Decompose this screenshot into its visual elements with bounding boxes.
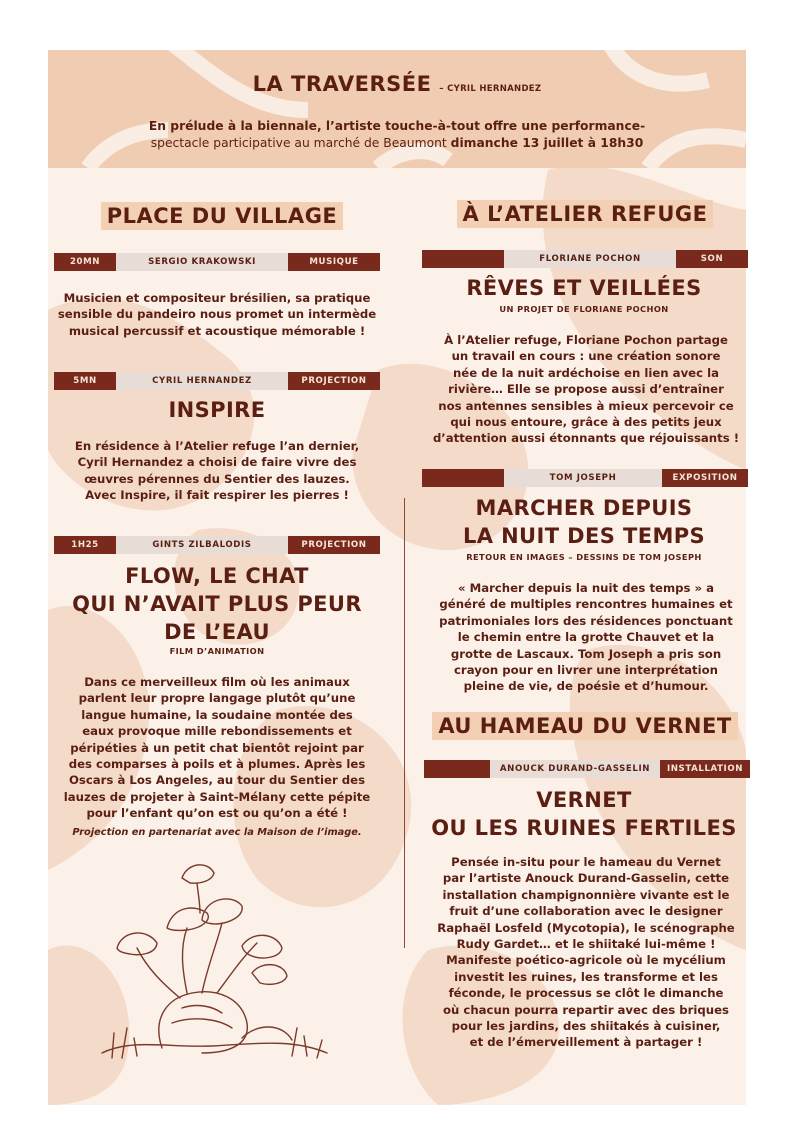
event-body bbox=[412, 854, 760, 1051]
body-line: qui nous entoure, grâce à des petits jeux bbox=[450, 415, 722, 430]
event-category: MUSIQUE bbox=[288, 253, 380, 271]
intro-line-1: En prélude à la biennale, l’artiste touche-à-tout offre une performance- bbox=[148, 119, 646, 133]
event-artist: SERGIO KRAKOWSKI bbox=[116, 253, 288, 271]
section-title-left bbox=[60, 204, 384, 228]
event-artist: TOM JOSEPH bbox=[504, 469, 662, 487]
body-line: Avec Inspire, il fait respirer les pierres ! bbox=[85, 488, 349, 503]
event-category: PROJECTION bbox=[288, 536, 380, 554]
event-artist: CYRIL HERNANDEZ bbox=[116, 372, 288, 390]
body-line: crayon pour en livrer une interprétation bbox=[454, 663, 718, 678]
title-line: LA NUIT DES TEMPS bbox=[462, 524, 706, 548]
body-line: où chacun pourra repartir avec des briques bbox=[443, 1002, 729, 1017]
body-line: parlent leur propre langage plutôt qu’une bbox=[78, 691, 356, 706]
body-line: Dans ce merveilleux film où les animaux bbox=[84, 675, 350, 689]
body-line: En résidence à l’Atelier refuge l’an dernier, bbox=[74, 439, 360, 453]
event-category: PROJECTION bbox=[288, 372, 380, 390]
body-line: Raphaël Losfeld (Mycotopia), le scénographe bbox=[437, 920, 735, 935]
event-duration: 20MN bbox=[54, 253, 116, 271]
body-line: Musicien et compositeur brésilien, sa pratique bbox=[63, 291, 371, 305]
title-line: FLOW, LE CHAT bbox=[125, 564, 309, 588]
body-line: Oscars à Los Angeles, au tour du Sentier des bbox=[68, 773, 366, 788]
body-line: un travail en cours : une création sonore bbox=[451, 349, 721, 364]
section-title-text: AU HAMEAU DU VERNET bbox=[432, 712, 737, 740]
body-line: rivière… Elle se propose aussi d’entraîner bbox=[448, 382, 724, 397]
event-body bbox=[40, 438, 394, 504]
section-title-text: PLACE DU VILLAGE bbox=[101, 202, 344, 230]
event-bar bbox=[422, 250, 748, 268]
event-category: INSTALLATION bbox=[660, 760, 750, 778]
body-line: et de l’émerveillement à partager ! bbox=[469, 1035, 703, 1050]
intro-line-2-text: spectacle participative au marché de Beaumont bbox=[150, 136, 451, 150]
body-line: le chemin entre la grotte Chauvet et la bbox=[457, 630, 715, 645]
body-line: d’attention aussi étonnants que réjouissants ! bbox=[432, 431, 740, 446]
title-line: VERNET bbox=[536, 788, 632, 812]
body-line: des comparses à poils et à plumes. Après les bbox=[68, 757, 366, 772]
title-line: QUI N’AVAIT PLUS PEUR bbox=[72, 592, 362, 616]
event-body bbox=[412, 332, 760, 447]
section-title-right bbox=[420, 202, 750, 226]
body-line: œuvres pérennes du Sentier des lauzes. bbox=[84, 471, 350, 486]
header-banner bbox=[48, 50, 746, 168]
section-title-right-2 bbox=[420, 714, 750, 738]
body-line: par l’artiste Anouck Durand-Gasselin, cette bbox=[442, 871, 730, 886]
body-line: langue humaine, la soudaine montée des bbox=[81, 707, 353, 722]
body-line: Pensée in-situ pour le hameau du Vernet bbox=[451, 855, 721, 869]
body-line: Rudy Gardet… et le shiitaké lui-même ! bbox=[456, 937, 716, 952]
body-line: « Marcher depuis la nuit des temps » a bbox=[457, 581, 715, 595]
bar-spacer bbox=[422, 250, 504, 268]
body-line: généré de multiples rencontres humaines et bbox=[439, 597, 733, 612]
section-title-text: À L’ATELIER REFUGE bbox=[457, 200, 714, 228]
title-line: OU LES RUINES FERTILES bbox=[431, 816, 737, 840]
event-duration: 1H25 bbox=[54, 536, 116, 554]
body-line: patrimoniales lors des résidences ponctuant bbox=[439, 613, 733, 628]
event-note: Projection en partenariat avec la Maison de l’image. bbox=[72, 827, 362, 838]
body-line: Manifeste poético-agricole où le mycélium bbox=[446, 953, 726, 968]
body-line: Cyril Hernandez a choisi de faire vivre des bbox=[77, 455, 357, 470]
event-body bbox=[412, 580, 760, 695]
event-artist: FLORIANE POCHON bbox=[504, 250, 676, 268]
title-line: DE L’EAU bbox=[164, 620, 270, 644]
event-bar bbox=[54, 536, 380, 554]
body-line: nos antennes sensibles à mieux percevoir ce bbox=[438, 398, 734, 413]
event-title: INSPIRE bbox=[168, 398, 266, 422]
header-intro bbox=[48, 118, 746, 152]
event-subtitle: UN PROJET DE FLORIANE POCHON bbox=[499, 304, 669, 314]
event-body bbox=[36, 674, 398, 822]
body-line: féconde, le processus se clôt le dimanche bbox=[448, 986, 724, 1001]
bar-spacer bbox=[422, 469, 504, 487]
body-line: grotte de Lascaux. Tom Joseph a pris son bbox=[450, 646, 722, 661]
body-line: fruit d’une collaboration avec le designer bbox=[449, 904, 723, 919]
body-line: investit les ruines, les transforme et les bbox=[454, 969, 718, 984]
body-line: pour l’enfant qu’on est ou qu’on a été ! bbox=[86, 806, 348, 821]
body-line: née de la nuit ardéchoise en lien avec la bbox=[452, 365, 720, 380]
event-subtitle: RETOUR EN IMAGES – DESSINS DE TOM JOSEPH bbox=[466, 552, 702, 562]
event-category: SON bbox=[676, 250, 748, 268]
body-line: pleine de vie, de poésie et d’humour. bbox=[463, 679, 709, 694]
body-line: sensible du pandeiro nous promet un intermède bbox=[57, 307, 377, 322]
title-text: LA TRAVERSÉE bbox=[252, 72, 432, 96]
body-line: musical percussif et acoustique mémorable ! bbox=[68, 323, 366, 338]
body-line: À l’Atelier refuge, Floriane Pochon partage bbox=[444, 333, 728, 347]
event-bar bbox=[424, 760, 750, 778]
event-category: EXPOSITION bbox=[662, 469, 748, 487]
event-body bbox=[40, 290, 394, 339]
body-line: eaux provoque mille rebondissements et bbox=[82, 724, 352, 739]
bar-spacer bbox=[424, 760, 490, 778]
column-divider bbox=[404, 498, 405, 948]
event-title bbox=[414, 786, 754, 842]
body-line: pour les jardins, des shiitakés à cuisiner, bbox=[451, 1019, 721, 1034]
event-artist: ANOUCK DURAND-GASSELIN bbox=[490, 760, 660, 778]
event-title bbox=[40, 562, 394, 646]
mushroom-rocks-illustration bbox=[92, 848, 332, 1068]
title-line: MARCHER DEPUIS bbox=[475, 496, 693, 520]
event-title: RÊVES ET VEILLÉES bbox=[466, 276, 702, 300]
event-bar bbox=[54, 253, 380, 271]
page-title bbox=[48, 72, 746, 96]
body-line: installation champignonnière vivante est le bbox=[442, 887, 730, 902]
event-bar bbox=[422, 469, 748, 487]
event-title bbox=[414, 494, 754, 550]
event-artist: GINTS ZILBALODIS bbox=[116, 536, 288, 554]
body-line: lauzes de projeter à Saint-Mélany cette pépite bbox=[63, 789, 371, 804]
event-duration: 5MN bbox=[54, 372, 116, 390]
event-subtitle: FILM D’ANIMATION bbox=[169, 646, 265, 656]
body-line: péripéties à un petit chat bientôt rejoint par bbox=[70, 740, 364, 755]
title-byline: – CYRIL HERNANDEZ bbox=[439, 84, 542, 94]
event-bar bbox=[54, 372, 380, 390]
intro-line-2 bbox=[48, 135, 746, 152]
intro-date: dimanche 13 juillet à 18h30 bbox=[450, 136, 644, 150]
